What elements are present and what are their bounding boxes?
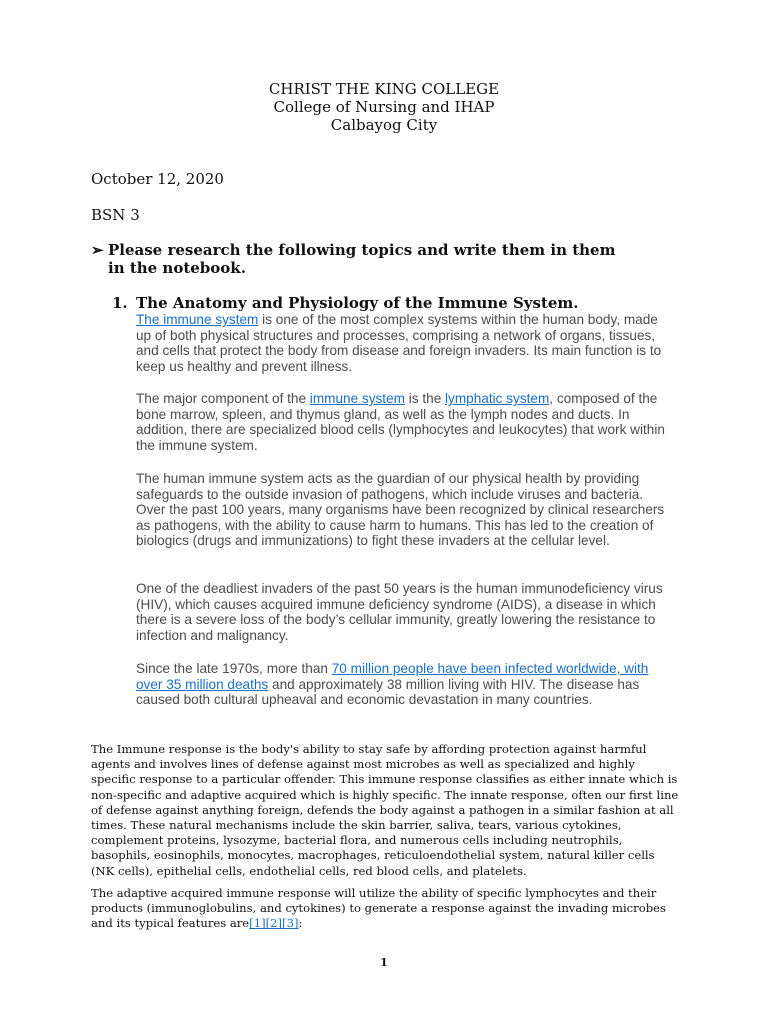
paragraph-text: , composed of the bone marrow, spleen, and thymus gland, as well as the lymph nodes and ducts. In addition, there are specialized blood cells (lymphocytes and leukocytes) that work within the immune system. (136, 391, 665, 453)
document-date: October 12, 2020 (91, 170, 224, 188)
paragraph-immune-system (136, 312, 676, 374)
adaptive-response-paragraph (91, 886, 681, 932)
topic-title: The Anatomy and Physiology of the Immune System. (136, 294, 579, 312)
reference-link-2[interactable]: [2] (265, 916, 283, 931)
college-city: Calbayog City (330, 116, 438, 134)
paragraph-text: is one of the most complex systems within the human body, made up of both physical structures and processes, comprising a network of organs, tissues, and cells that protect the body from disease and foreign invaders. Its main function is to keep us healthy and prevent illness. (136, 312, 662, 374)
paragraph-guardian: The human immune system acts as the guardian of our physical health by providing safeguards to the outside invasion of pathogens, which include viruses and bacteria. Over the past 100 years, many organisms have been recognized by clinical researchers as pathogens, with the ability to cause harm to humans. This has led to the creation of biologics (drugs and immunizations) to fight these invaders at the cellular level. (136, 471, 665, 549)
arrow-bullet-icon: ➢ (91, 241, 104, 259)
reference-link-1[interactable]: [1] (249, 916, 266, 931)
topic-number: 1. (112, 294, 128, 312)
immune-system-link-2[interactable]: immune system (309, 391, 405, 406)
class-section: BSN 3 (91, 206, 140, 224)
immune-response-paragraph: The Immune response is the body's ability to stay safe by affording protection against harmful agents and involves lines of defense against most microbes as well as specialized and highly specific response to a particular offender. This immune response classifies as either innate which is non-specific and adaptive acquired which is highly specific. The innate response, often our first line of defense against anything foreign, defends the body against a pathogen in a similar fashion at all times. These natural mechanisms include the skin barrier, saliva, tears, various cytokines, complement proteins, lysozyme, bacterial flora, and numerous cells including neutrophils, basophils, eosinophils, monocytes, macrophages, reticuloendothelial system, natural killer cells (NK cells), epithelial cells, endothelial cells, red blood cells, and platelets. (91, 742, 679, 878)
instruction-text: Please research the following topics and write them in them in the notebook. (108, 241, 616, 277)
paragraph-text: is the (404, 391, 446, 406)
paragraph-text: : (298, 916, 303, 931)
college-department: College of Nursing and IHAP (273, 98, 495, 116)
paragraph-text: Since the late 1970s, more than (136, 661, 332, 676)
document-header (0, 80, 768, 134)
college-name: CHRIST THE KING COLLEGE (268, 80, 500, 98)
paragraph-text: and approximately 38 million living with HIV. The disease has caused both cultural upheaval and economic devastation in many countries. (136, 676, 640, 708)
paragraph-hiv: One of the deadliest invaders of the past 50 years is the human immunodeficiency virus (HIV), which causes acquired immune deficiency syndrome (AIDS), a disease in which there is a severe loss of the body’s cellular immunity, greatly lowering the resistance to infection and malignancy. (136, 581, 663, 643)
reference-link-3[interactable]: [3] (282, 916, 299, 931)
paragraph-lymphatic (136, 391, 676, 453)
paragraph-hiv-stats (136, 661, 676, 708)
paragraph-text: The major component of the (136, 391, 310, 406)
hiv-statistics-link[interactable]: 70 million people have been infected worldwide, with over 35 million deaths (136, 661, 649, 692)
immune-system-link[interactable]: The immune system (136, 312, 259, 327)
paragraph-text: The adaptive acquired immune response will utilize the ability of specific lymphocytes and their products (immunoglobulins, and cytokines) to generate a response against the invading microbes and its typical features are (91, 886, 666, 931)
page-number: 1 (380, 956, 388, 969)
lymphatic-system-link[interactable]: lymphatic system (445, 391, 550, 406)
